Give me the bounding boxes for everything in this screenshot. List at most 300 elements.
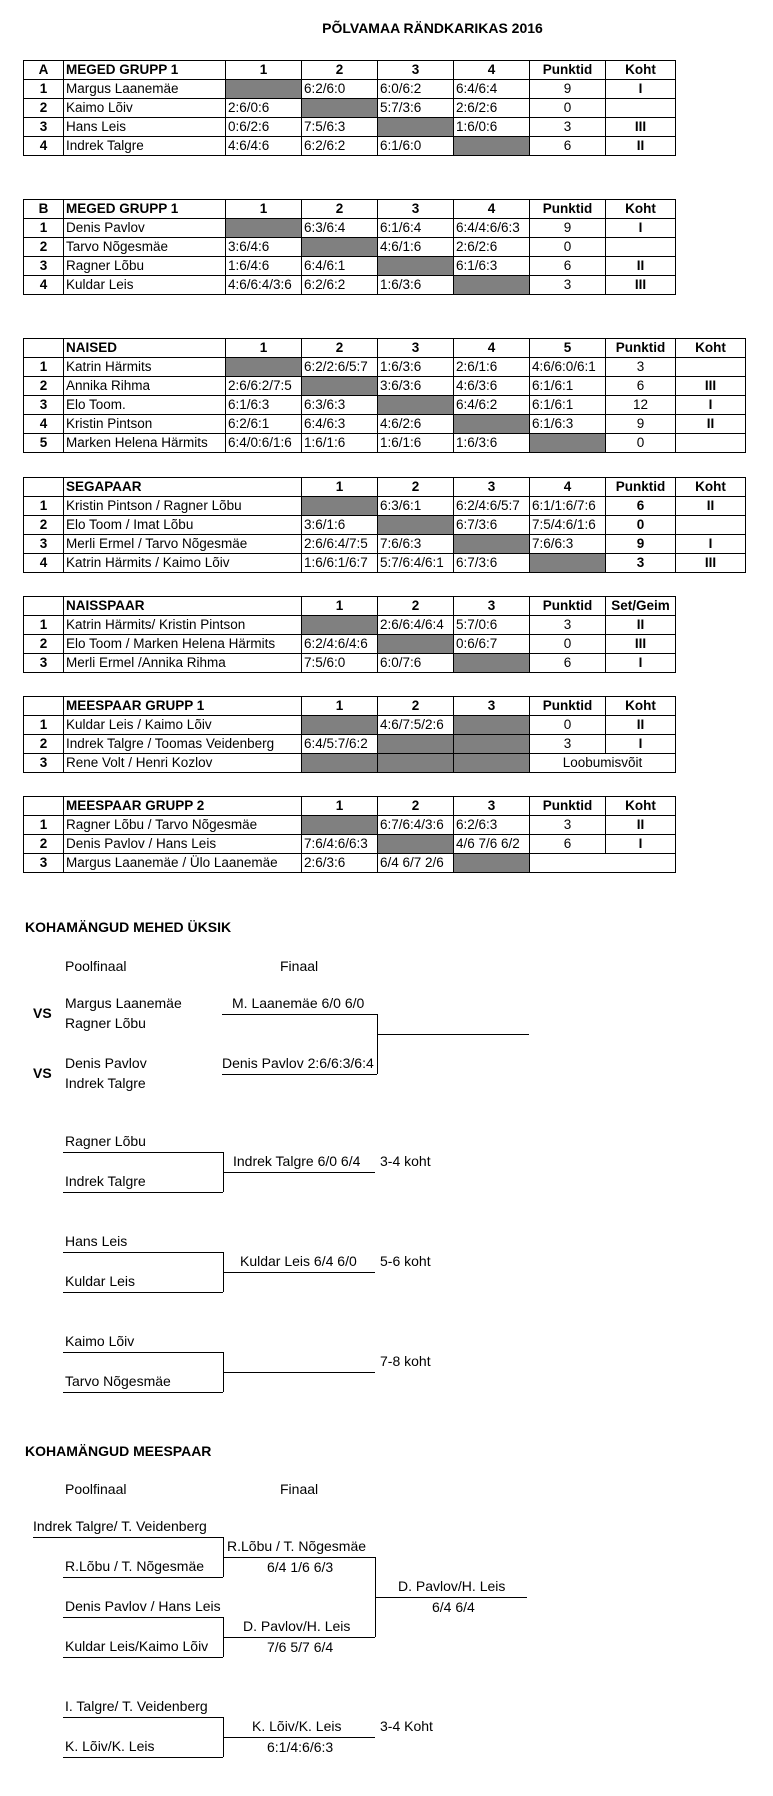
table-row (24, 854, 676, 873)
table-cell: I (606, 219, 676, 238)
table-cell: 6:1/6:1 (530, 377, 606, 396)
bracket-line (377, 1014, 378, 1074)
table-cell: I (676, 396, 746, 415)
bracket2-round2-label: Finaal (280, 1481, 319, 1497)
gray-cell (454, 535, 530, 554)
bracket-line (223, 1172, 375, 1173)
gray-cell (378, 257, 454, 276)
table-cell: 6:2/6:2 (302, 137, 378, 156)
table-cell: 0 (530, 635, 606, 654)
table-row (24, 377, 746, 396)
m56-winner: Kuldar Leis 6/4 6/0 (240, 1253, 357, 1269)
pair-m34-winner: K. Lõiv/K. Leis (252, 1718, 342, 1734)
header-cell: 4 (454, 339, 530, 358)
gray-cell (378, 118, 454, 137)
table-cell: 3 (24, 854, 64, 873)
table-row (24, 816, 676, 835)
header-cell (24, 697, 64, 716)
gray-cell (378, 835, 454, 854)
header-cell: 1 (302, 697, 378, 716)
table-cell: 7:6/6:3 (378, 535, 454, 554)
table-cell: 3 (530, 616, 606, 635)
table-cell: 7:5/4:6/1:6 (530, 516, 606, 535)
gray-cell (378, 516, 454, 535)
table-cell: 2:6/1:6 (454, 358, 530, 377)
table-cell: 6 (530, 257, 606, 276)
semifinal2-player2: Indrek Talgre (65, 1075, 146, 1091)
header-cell: 1 (302, 597, 378, 616)
table-cell: II (606, 716, 676, 735)
m56-place: 5-6 koht (380, 1253, 431, 1269)
bracket-line (222, 1014, 377, 1015)
table-cell: II (606, 816, 676, 835)
group-table (23, 477, 746, 573)
table-cell: 4 (24, 554, 64, 573)
table-cell: 1:6/3:6 (378, 358, 454, 377)
table-cell: 6:7/3:6 (454, 516, 530, 535)
header-cell: 3 (378, 61, 454, 80)
table-cell: 0 (606, 516, 676, 535)
table-cell (676, 358, 746, 377)
table-cell: 7:6/6:3 (530, 535, 606, 554)
bracket-line (33, 1537, 223, 1538)
table-header-row (24, 597, 676, 616)
table-cell: 9 (606, 415, 676, 434)
gray-cell (226, 80, 302, 99)
table-cell: 1:6/6:1/6:7 (302, 554, 378, 573)
table-cell: 6 (530, 137, 606, 156)
header-cell: 4 (530, 478, 606, 497)
table-cell: Annika Rihma (64, 377, 226, 396)
header-cell: 1 (226, 339, 302, 358)
pair-m34-score: 6:1/4:6/6:3 (267, 1739, 334, 1755)
table-cell: 1 (24, 497, 64, 516)
table-cell: 6:1/6:3 (226, 396, 302, 415)
header-cell: MEESPAAR GRUPP 1 (64, 697, 302, 716)
table-cell: 0:6/6:7 (454, 635, 530, 654)
table-cell: 1:6/1:6 (302, 434, 378, 453)
bracket-line (63, 1757, 223, 1758)
table-cell: 4/6 7/6 6/2 (454, 835, 530, 854)
table-cell: Tarvo Nõgesmäe (64, 238, 226, 257)
table-cell: 6 (530, 654, 606, 673)
table-row (24, 735, 676, 754)
table-cell: Kuldar Leis (64, 276, 226, 295)
header-cell: 3 (454, 478, 530, 497)
table-row (24, 358, 746, 377)
table-cell: 0:6/2:6 (226, 118, 302, 137)
gray-cell (530, 554, 606, 573)
table-cell: Kristin Pintson / Ragner Lõbu (64, 497, 302, 516)
table-cell: 3 (24, 654, 64, 673)
header-cell: 1 (302, 797, 378, 816)
table-cell: 1 (24, 358, 64, 377)
table-cell: 6:1/6:0 (378, 137, 454, 156)
table-cell: 6:2/4:6/4:6 (302, 635, 378, 654)
gray-cell (378, 635, 454, 654)
table-cell: 3 (606, 358, 676, 377)
table-cell: 5:7/3:6 (378, 99, 454, 118)
table-cell: Merli Ermel / Tarvo Nõgesmäe (64, 535, 302, 554)
header-cell: A (24, 61, 64, 80)
table-cell: 4 (24, 415, 64, 434)
bracket-line (222, 1074, 377, 1075)
pair-sf2-team2: Kuldar Leis/Kaimo Lõiv (65, 1638, 209, 1654)
table-cell: 2 (24, 735, 64, 754)
table-cell: 6 (530, 835, 606, 854)
header-cell: 3 (454, 697, 530, 716)
table-cell: Kristin Pintson (64, 415, 226, 434)
header-cell: 1 (226, 61, 302, 80)
pair-m34-team1: I. Talgre/ T. Veidenberg (65, 1698, 208, 1714)
header-cell: NAISED (64, 339, 226, 358)
table-cell: 3 (24, 257, 64, 276)
header-cell: Punktid (530, 200, 606, 219)
table-cell: II (676, 415, 746, 434)
header-cell: 2 (302, 61, 378, 80)
gray-cell (454, 716, 530, 735)
table-cell: 6:2/6:1 (226, 415, 302, 434)
table-cell: 3 (24, 754, 64, 773)
table-cell: Ragner Lõbu / Tarvo Nõgesmäe (64, 816, 302, 835)
gray-cell (302, 238, 378, 257)
table-cell: Katrin Härmits (64, 358, 226, 377)
m56-player1: Hans Leis (65, 1233, 128, 1249)
table-row (24, 516, 746, 535)
table-cell: 3 (530, 816, 606, 835)
table-cell: 3:6/1:6 (302, 516, 378, 535)
table-cell: III (606, 635, 676, 654)
table-cell: 2:6/6:4/7:5 (302, 535, 378, 554)
table-cell: 6:4/6:4 (454, 80, 530, 99)
table-cell: 6:2/6:2 (302, 276, 378, 295)
table-header-row (24, 339, 746, 358)
table-cell: Denis Pavlov (64, 219, 226, 238)
table-cell: II (606, 616, 676, 635)
pair-sf1-team1: Indrek Talgre/ T. Veidenberg (33, 1518, 207, 1534)
pair-sf2-team1: Denis Pavlov / Hans Leis (65, 1598, 221, 1614)
table-cell: 6/4 6/7 2/6 (378, 854, 454, 873)
table-row (24, 635, 676, 654)
gray-cell (378, 754, 454, 773)
table-cell: 1 (24, 80, 64, 99)
header-cell: 2 (378, 697, 454, 716)
header-cell: 3 (378, 339, 454, 358)
table-cell: 12 (606, 396, 676, 415)
table-cell: 4:6/3:6 (454, 377, 530, 396)
header-cell: Koht (676, 339, 746, 358)
header-cell: Set/Geim (606, 597, 676, 616)
header-cell: Koht (606, 200, 676, 219)
table-cell: 6:0/7:6 (378, 654, 454, 673)
table-cell: 3 (530, 118, 606, 137)
table-row (24, 616, 676, 635)
header-cell (24, 597, 64, 616)
semifinal1-player2: Ragner Lõbu (65, 1015, 146, 1031)
table-cell: 6:2/6:0 (302, 80, 378, 99)
header-cell: 3 (454, 797, 530, 816)
table-cell: Ragner Lõbu (64, 257, 226, 276)
table-cell: 6:1/6:4 (378, 219, 454, 238)
m34-place: 3-4 koht (380, 1153, 431, 1169)
table-row (24, 535, 746, 554)
table-cell: 4:6/2:6 (378, 415, 454, 434)
table-cell: 2:6/6:4/6:4 (378, 616, 454, 635)
table-cell: 6:3/6:4 (302, 219, 378, 238)
pair-m34-team2: K. Lõiv/K. Leis (65, 1738, 155, 1754)
pair-final-winner: D. Pavlov/H. Leis (398, 1578, 506, 1594)
table-row (24, 276, 676, 295)
table-cell: I (606, 654, 676, 673)
table-row (24, 238, 676, 257)
gray-cell (302, 377, 378, 396)
table-cell: 0 (606, 434, 676, 453)
header-cell (24, 797, 64, 816)
header-cell: 4 (454, 61, 530, 80)
header-cell: 2 (378, 797, 454, 816)
table-cell: 0 (530, 716, 606, 735)
table-cell: I (606, 835, 676, 854)
table-header-row (24, 200, 676, 219)
table-cell: 6:3/6:1 (378, 497, 454, 516)
table-cell: 3:6/4:6 (226, 238, 302, 257)
table-cell: 1:6/1:6 (378, 434, 454, 453)
table-row (24, 219, 676, 238)
table-cell: Kaimo Lõiv (64, 99, 226, 118)
table-cell: 6:1/6:1 (530, 396, 606, 415)
table-cell: 4:6/7:5/2:6 (378, 716, 454, 735)
bracket1-round2-label: Finaal (280, 958, 319, 974)
table-cell: 3 (24, 535, 64, 554)
table-cell: 2:6/2:6 (454, 99, 530, 118)
table-cell: 6:2/6:3 (454, 816, 530, 835)
bracket-line (63, 1577, 223, 1578)
table-cell: 6:1/6:3 (530, 415, 606, 434)
table-cell: 1 (24, 616, 64, 635)
bracket-line (63, 1292, 223, 1293)
header-cell: 3 (378, 200, 454, 219)
table-cell: 6:4/6:1 (302, 257, 378, 276)
table-cell: 2 (24, 238, 64, 257)
table-cell: 4:6/4:6 (226, 137, 302, 156)
table-cell (606, 238, 676, 257)
final-line (377, 1034, 529, 1035)
table-cell: Elo Toom / Imat Lõbu (64, 516, 302, 535)
table-cell: I (676, 535, 746, 554)
header-cell: SEGAPAAR (64, 478, 302, 497)
header-cell: 4 (454, 200, 530, 219)
semifinal2-player1: Denis Pavlov (65, 1055, 147, 1071)
pair-sf2-winner: D. Pavlov/H. Leis (243, 1618, 351, 1634)
group-table (23, 199, 676, 295)
bracket1-round1-label: Poolfinaal (65, 958, 127, 974)
table-cell: 9 (530, 219, 606, 238)
header-cell: Punktid (530, 697, 606, 716)
table-cell: 4 (24, 276, 64, 295)
table-cell: 6:1/1:6/7:6 (530, 497, 606, 516)
gray-cell (226, 219, 302, 238)
table-cell: II (606, 137, 676, 156)
group-table (23, 60, 676, 156)
header-cell: MEGED GRUPP 1 (64, 61, 226, 80)
header-cell: Koht (606, 697, 676, 716)
table-cell: 6:0/6:2 (378, 80, 454, 99)
table-row (24, 554, 746, 573)
pair-sf1-team2: R.Lõbu / T. Nõgesmäe (65, 1558, 205, 1574)
bracket-line (63, 1617, 223, 1618)
bracket-line (63, 1657, 223, 1658)
table-cell (530, 854, 676, 873)
header-cell: Punktid (530, 61, 606, 80)
table-cell: III (676, 377, 746, 396)
table-cell: Denis Pavlov / Hans Leis (64, 835, 302, 854)
table-cell: 6:7/3:6 (454, 554, 530, 573)
header-cell (24, 339, 64, 358)
gray-cell (454, 854, 530, 873)
header-cell: 2 (378, 597, 454, 616)
pair-sf1-score: 6/4 1/6 6/3 (267, 1559, 334, 1575)
gray-cell (454, 654, 530, 673)
table-header-row (24, 478, 746, 497)
header-cell: Koht (676, 478, 746, 497)
header-cell: Punktid (606, 339, 676, 358)
table-cell: 2 (24, 635, 64, 654)
header-cell: 5 (530, 339, 606, 358)
table-cell: 1:6/4:6 (226, 257, 302, 276)
m78-place: 7-8 koht (380, 1353, 431, 1369)
gray-cell (454, 415, 530, 434)
page-title: PÕLVAMAA RÄNDKARIKAS 2016 (322, 20, 543, 36)
m34-player2: Indrek Talgre (65, 1173, 146, 1189)
table-cell: III (606, 118, 676, 137)
table-cell: 7:5/6:3 (302, 118, 378, 137)
table-cell: 6:4/4:6/6:3 (454, 219, 530, 238)
table-cell: Indrek Talgre / Toomas Veidenberg (64, 735, 302, 754)
header-cell: Punktid (530, 797, 606, 816)
table-cell: 5:7/0:6 (454, 616, 530, 635)
table-cell: 3 (606, 554, 676, 573)
table-cell: 9 (606, 535, 676, 554)
table-cell: Elo Toom. (64, 396, 226, 415)
header-cell: B (24, 200, 64, 219)
table-cell: 6:4/5:7/6:2 (302, 735, 378, 754)
gray-cell (226, 358, 302, 377)
table-cell: II (606, 257, 676, 276)
m34-winner: Indrek Talgre 6/0 6/4 (233, 1153, 361, 1169)
table-cell: I (606, 80, 676, 99)
table-cell: 6:2/2:6/5:7 (302, 358, 378, 377)
table-cell: Kuldar Leis / Kaimo Lõiv (64, 716, 302, 735)
gray-cell (302, 716, 378, 735)
table-cell (676, 516, 746, 535)
group-table (23, 696, 676, 773)
header-cell: 2 (302, 339, 378, 358)
header-cell: MEGED GRUPP 1 (64, 200, 226, 219)
table-cell: Katrin Härmits / Kaimo Lõiv (64, 554, 302, 573)
header-cell: Punktid (530, 597, 606, 616)
bracket-line (223, 1637, 375, 1638)
table-cell: 2 (24, 99, 64, 118)
table-cell: Hans Leis (64, 118, 226, 137)
group-table (23, 338, 746, 453)
header-cell: 1 (302, 478, 378, 497)
table-cell: 2 (24, 835, 64, 854)
table-header-row (24, 61, 676, 80)
table-cell: 3 (24, 118, 64, 137)
header-cell: 2 (302, 200, 378, 219)
table-cell: 6 (606, 377, 676, 396)
table-cell: Marken Helena Härmits (64, 434, 226, 453)
table-cell: Merli Ermel /Annika Rihma (64, 654, 302, 673)
table-cell: 1:6/0:6 (454, 118, 530, 137)
header-cell: 1 (226, 200, 302, 219)
table-cell: 1:6/3:6 (378, 276, 454, 295)
table-cell: 7:5/6:0 (302, 654, 378, 673)
table-cell: 6:7/6:4/3:6 (378, 816, 454, 835)
bracket-line (63, 1152, 223, 1153)
table-cell: III (606, 276, 676, 295)
table-cell: Katrin Härmits/ Kristin Pintson (64, 616, 302, 635)
table-row (24, 99, 676, 118)
gray-cell (454, 735, 530, 754)
header-cell: Koht (606, 61, 676, 80)
bracket-line (223, 1272, 375, 1273)
table-row (24, 118, 676, 137)
table-row (24, 434, 746, 453)
table-cell: 5 (24, 434, 64, 453)
table-row (24, 654, 676, 673)
pair-final-score: 6/4 6/4 (432, 1599, 475, 1615)
table-cell: 6 (606, 497, 676, 516)
bracket-line (223, 1557, 375, 1558)
bracket-line (223, 1372, 375, 1373)
semifinal1-player1: Margus Laanemäe (65, 995, 182, 1011)
bracket-line (63, 1352, 223, 1353)
header-cell: Punktid (606, 478, 676, 497)
table-cell (676, 434, 746, 453)
table-cell: II (676, 497, 746, 516)
final-line (375, 1597, 527, 1598)
table-cell: Indrek Talgre (64, 137, 226, 156)
m34-player1: Ragner Lõbu (65, 1133, 146, 1149)
bracket-line (63, 1717, 223, 1718)
table-cell: 2:6/3:6 (302, 854, 378, 873)
pair-m34-place: 3-4 Koht (380, 1718, 433, 1734)
gray-cell (302, 616, 378, 635)
bracket-line (63, 1192, 223, 1193)
header-cell: 2 (378, 478, 454, 497)
m78-player1: Kaimo Lõiv (65, 1333, 135, 1349)
bracket-line (63, 1252, 223, 1253)
table-cell: 6:4/6:2 (454, 396, 530, 415)
table-cell: Rene Volt / Henri Kozlov (64, 754, 302, 773)
table-cell: 7:6/4:6/6:3 (302, 835, 378, 854)
table-cell: Margus Laanemäe (64, 80, 226, 99)
table-row (24, 497, 746, 516)
header-cell: 3 (454, 597, 530, 616)
table-cell: 6:4/6:3 (302, 415, 378, 434)
table-cell: Margus Laanemäe / Ülo Laanemäe (64, 854, 302, 873)
semifinal1-winner: M. Laanemäe 6/0 6/0 (232, 995, 365, 1011)
table-row (24, 754, 676, 773)
group-table (23, 596, 676, 673)
table-cell: Elo Toom / Marken Helena Härmits (64, 635, 302, 654)
table-header-row (24, 697, 676, 716)
bracket-line (223, 1737, 375, 1738)
table-cell: 2:6/6:2/7:5 (226, 377, 302, 396)
header-cell (24, 478, 64, 497)
table-cell: 9 (530, 80, 606, 99)
